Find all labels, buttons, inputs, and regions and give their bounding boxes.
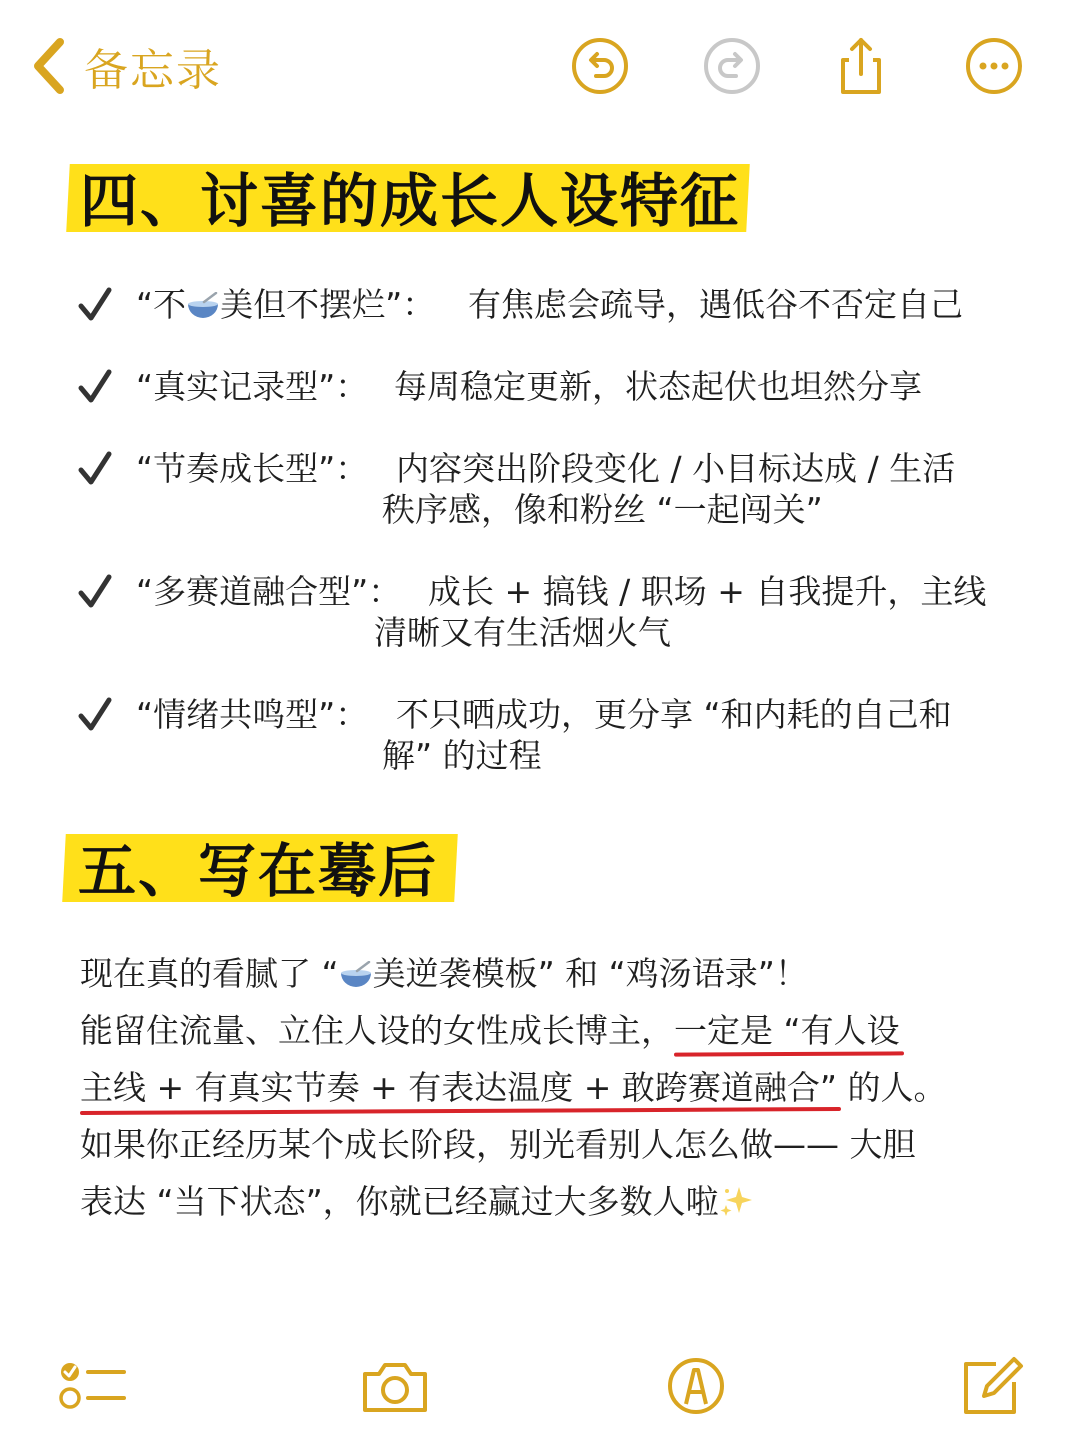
item-tag: “真实记录型”： (136, 367, 369, 406)
chevron-left-icon (30, 36, 70, 96)
underlined-text: 主线 + 有真实节奏 + 有表达温度 + 敢跨赛道融合” (80, 1068, 837, 1107)
bowl-emoji-icon (339, 961, 373, 989)
item-tag: “不 美但不摆烂”： (136, 285, 436, 324)
sparkles-icon (719, 1185, 753, 1217)
item-desc: 成长 + 搞钱 / 职场 + 自我提升，主线 (428, 572, 987, 611)
item-tag: “情绪共鸣型”： (136, 695, 369, 734)
back-button[interactable] (30, 34, 222, 98)
back-label: 备忘录 (84, 45, 222, 96)
item-desc-cont: 清晰又有生活烟火气 (374, 613, 671, 652)
item-tag: “多赛道融合型”： (136, 572, 402, 611)
compose-icon (958, 1356, 1028, 1416)
item-desc: 有焦虑会疏导，遇低谷不否定自己 (468, 285, 963, 324)
closing-paragraph (80, 945, 960, 1230)
item-desc: 内容突出阶段变化 / 小目标达成 / 生活 (396, 449, 956, 488)
undo-icon (570, 36, 630, 96)
checkmark-icon (78, 448, 114, 488)
section4-heading (80, 167, 741, 235)
checkmark-icon (78, 366, 114, 406)
undo-button[interactable] (570, 36, 630, 96)
item-desc: 不只晒成功，更分享 “和内耗的自己和 (396, 695, 952, 734)
camera-icon (360, 1356, 430, 1416)
section5-title: 五、写在蓦后 (78, 837, 439, 905)
checklist-button[interactable] (58, 1356, 128, 1416)
item-tag: “节奏成长型”： (136, 449, 369, 488)
more-icon (964, 36, 1024, 96)
redo-button[interactable] (702, 36, 762, 96)
checkmark-icon (78, 694, 114, 734)
compose-button[interactable] (958, 1356, 1028, 1416)
para-line: 如果你正经历某个成长阶段，别光看别人怎么做—— 大胆 (80, 1125, 916, 1164)
section5-heading (78, 837, 439, 905)
more-button[interactable] (964, 36, 1024, 96)
item-desc: 每周稳定更新，状态起伏也坦然分享 (394, 367, 922, 406)
bowl-emoji-icon (186, 292, 220, 320)
para-line: 主线 + 有真实节奏 + 有表达温度 + 敢跨赛道融合” 的人。 (80, 1068, 947, 1107)
toolbar-bottom (0, 1340, 1080, 1440)
share-button[interactable] (831, 36, 891, 96)
markup-button[interactable] (661, 1356, 731, 1416)
para-line: 现在真的看腻了 “ 美逆袭模板” 和 “鸡汤语录”！ (80, 954, 808, 993)
checklist-icon (58, 1356, 128, 1416)
underlined-text: 一定是 “有人设 (674, 1011, 900, 1050)
item-desc-cont: 解” 的过程 (382, 736, 542, 775)
section4-title: 四、讨喜的成长人设特征 (80, 167, 741, 235)
checkmark-icon (78, 284, 114, 324)
camera-button[interactable] (360, 1356, 430, 1416)
share-icon (831, 36, 891, 96)
checkmark-icon (78, 571, 114, 611)
redo-icon (702, 36, 762, 96)
para-line: 能留住流量、立住人设的女性成长博主，一定是 “有人设 (80, 1011, 900, 1050)
toolbar-top (0, 0, 1080, 130)
markup-icon (661, 1356, 731, 1416)
item-desc-cont: 秩序感，像和粉丝 “一起闯关” (382, 490, 823, 529)
para-line: 表达 “当下状态”，你就已经赢过大多数人啦 (80, 1173, 960, 1230)
